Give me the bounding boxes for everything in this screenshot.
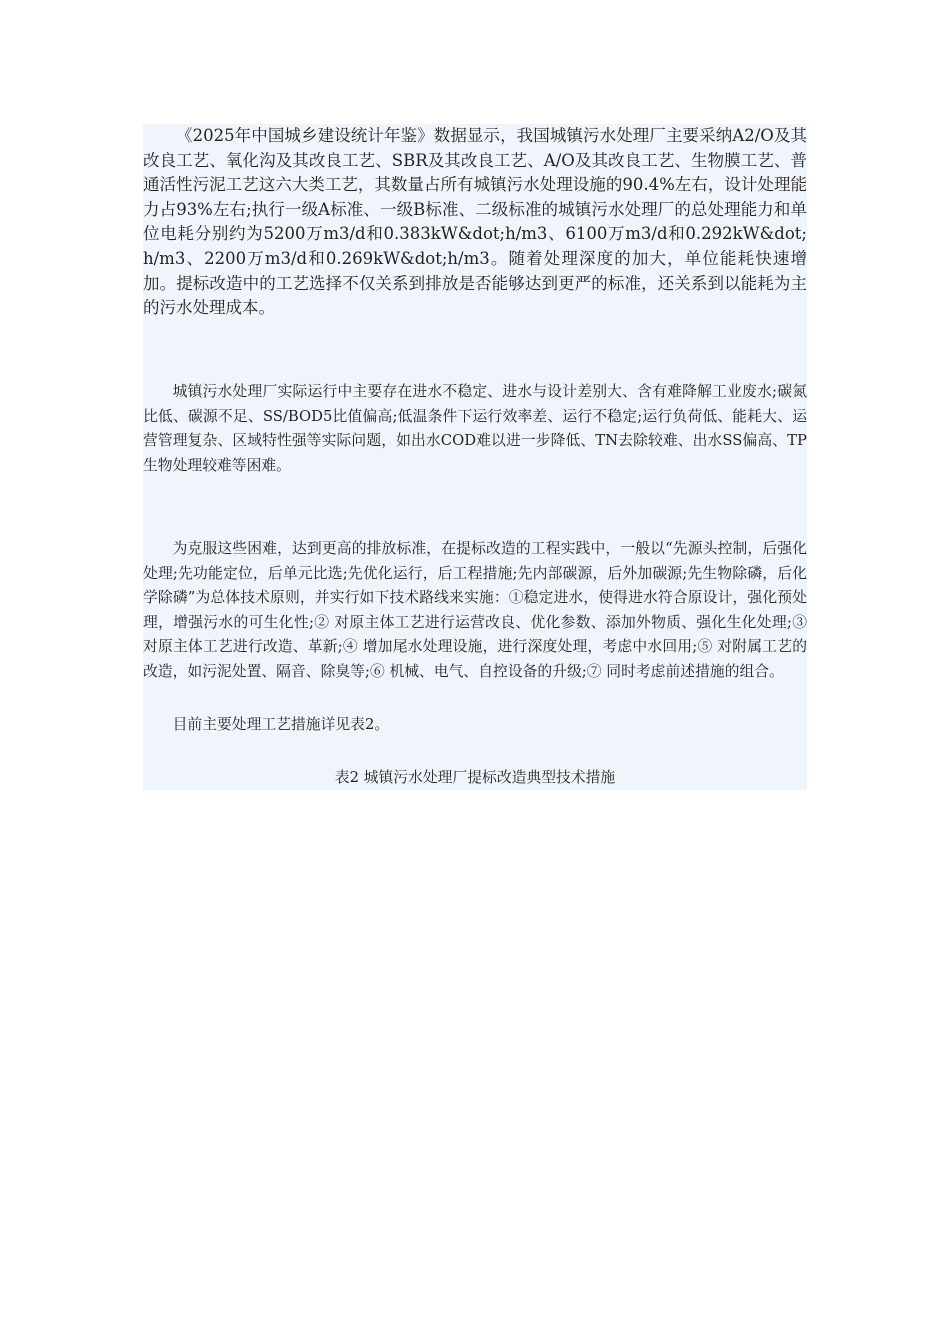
paragraph-table-reference: 目前主要处理工艺措施详见表2。 <box>172 716 390 733</box>
paragraph-technical-route: 为克服这些困难，达到更高的排放标准，在提标改造的工程实践中，一般以“先源头控制，后强化处理;先功能定位，后单元比选;先优化运行，后工程措施;先内部碳源，后外加碳源;先生物除磷，后化学除磷”为总体技术原则，并实行如下技术路线来实施：①稳定进水，使得进水符合原设计，强化预处理，增强污水的可生化性;② 对原主体工艺进行运营改良、优化参数、添加外物质、强化生化处理;③ 对原主体工艺进行改造、革新;④ 增加尾水处理设施，进行深度处理，考虑中水回用;⑤ 对附属工艺的改造，如污泥处置、隔音、除臭等;⑥ 机械、电气、自控设备的升级;⑦ 同时考虑前述措施的组合。 <box>143 540 807 680</box>
paragraph-problems: 城镇污水处理厂实际运行中主要存在进水不稳定、进水与设计差别大、含有难降解工业废水;碳氮比低、碳源不足、SS/BOD5比值偏高;低温条件下运行效率差、运行不稳定;运行负荷低、能耗大、运营管理复杂、区域特性强等实际问题，如出水COD难以进一步降低、TN去除较难、出水SS偏高、TP生物处理较难等困难。 <box>143 383 807 474</box>
article-content <box>143 124 807 790</box>
paragraph-statistics: 《2025年中国城乡建设统计年鉴》数据显示，我国城镇污水处理厂主要采纳A2/O及其改良工艺、氧化沟及其改良工艺、SBR及其改良工艺、A/O及其改良工艺、生物膜工艺、普通活性污泥工艺这六大类工艺，其数量占所有城镇污水处理设施的90.4%左右，设计处理能力占93%左右;执行一级A标准、一级B标准、二级标准的城镇污水处理厂的总处理能力和单位电耗分别约为5200万m3/d和0.383kW&dot;h/m3、6100万m3/d和0.292kW&dot;h/m3、2200万m3/d和0.269kW&dot;h/m3。随着处理深度的加大，单位能耗快速增加。提标改造中的工艺选择不仅关系到排放是否能够达到更严的标准，还关系到以能耗为主的污水处理成本。 <box>143 126 807 318</box>
table-caption: 表2 城镇污水处理厂提标改造典型技术措施 <box>334 769 616 786</box>
